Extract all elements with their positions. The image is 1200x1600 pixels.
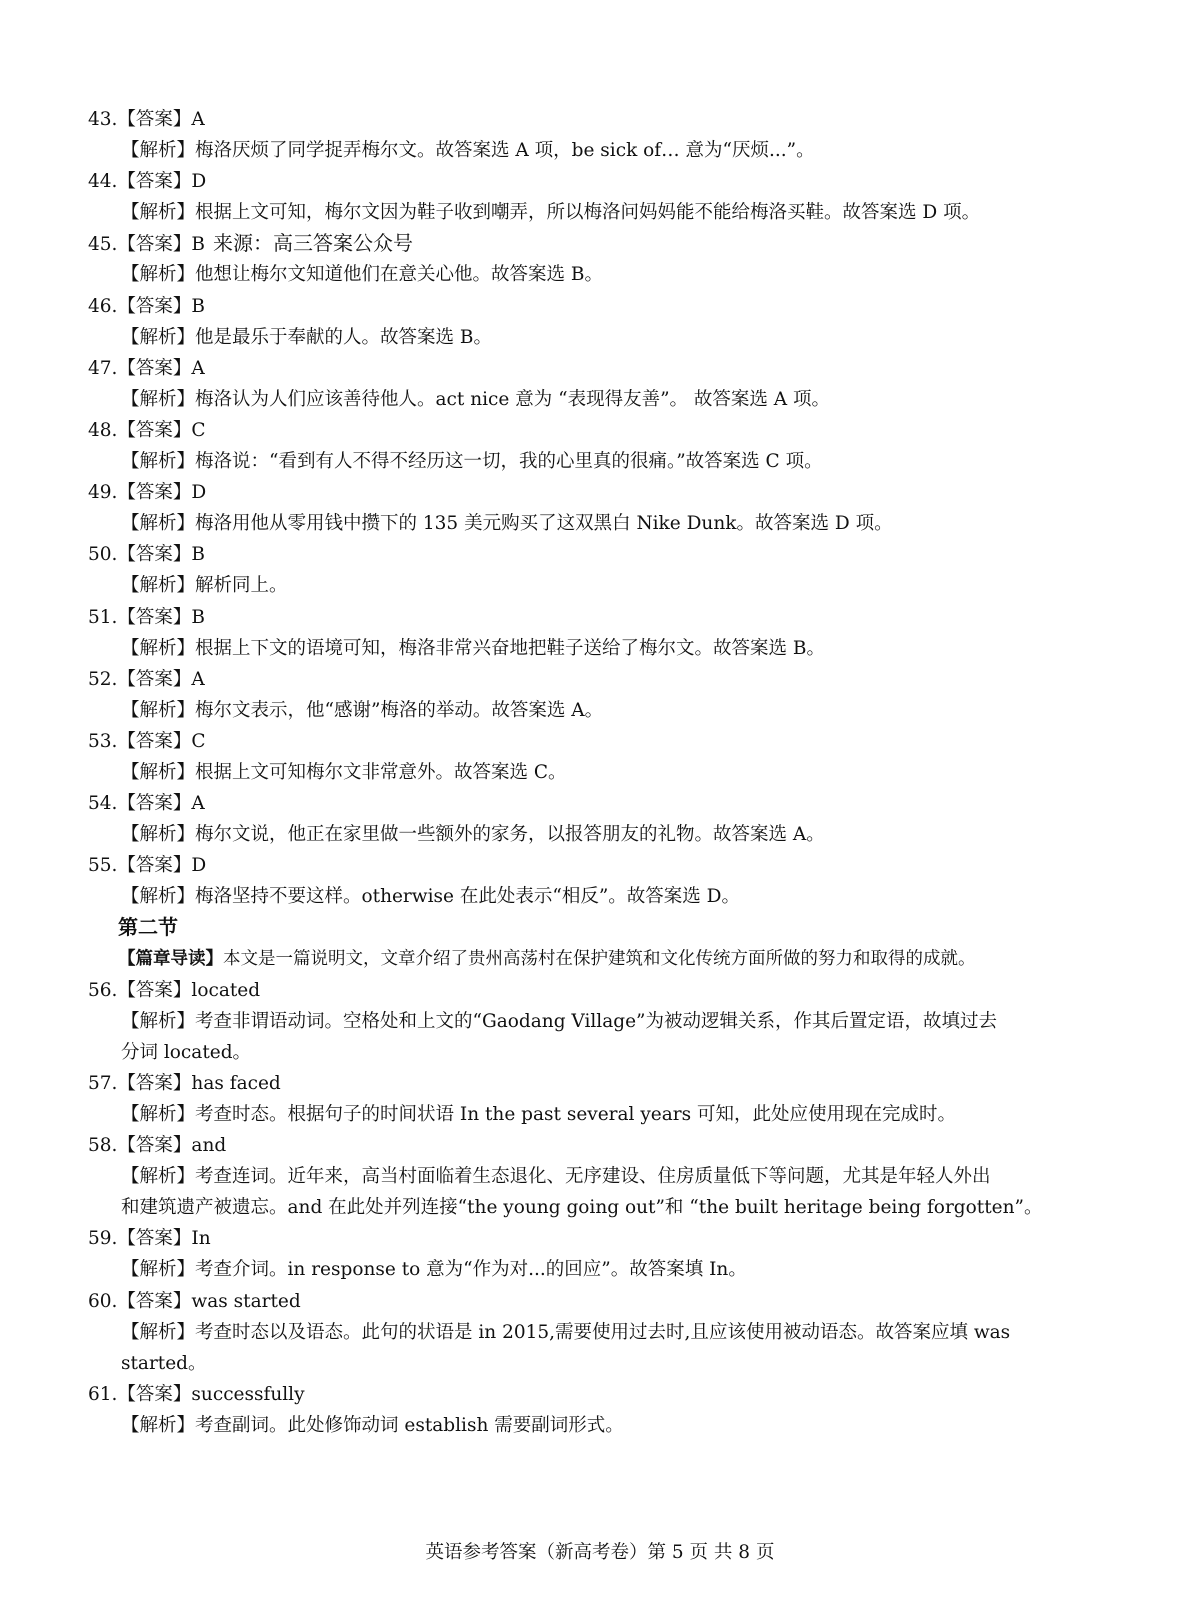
explanation-60-line1: 【解析】考查时态以及语态。此句的状语是 in 2015,需要使用过去时,且应该使用被动语态。故答案应填 was xyxy=(121,1321,1011,1343)
answer-52: 52.【答案】A xyxy=(88,668,205,690)
page-footer: 英语参考答案（新高考卷）第 5 页 共 8 页 xyxy=(425,1542,775,1563)
intro-text: 本文是一篇说明文，文章介绍了贵州高荡村在保护建筑和文化传统方面所做的努力和取得的成就。 xyxy=(223,948,976,969)
explanation-56-line2: 分词 located。 xyxy=(121,1041,252,1063)
answer-49: 49.【答案】D xyxy=(88,482,207,504)
answer-45: 45.【答案】B xyxy=(88,234,206,256)
answer-58: 58.【答案】and xyxy=(88,1135,227,1157)
answer-59: 59.【答案】In xyxy=(88,1228,211,1250)
answer-56: 56.【答案】located xyxy=(88,979,261,1001)
explanation-52: 【解析】梅尔文表示，他“感谢”梅洛的举动。故答案选 A。 xyxy=(121,699,604,721)
explanation-56-line1: 【解析】考查非谓语动词。空格处和上文的“Gaodang Village”为被动逻辑关系，作其后置定语，故填过去 xyxy=(121,1010,997,1032)
explanation-44: 【解析】根据上文可知，梅尔文因为鞋子收到嘲弄，所以梅洛问妈妈能不能给梅洛买鞋。故答案选 D 项。 xyxy=(121,202,981,224)
explanation-57: 【解析】考查时态。根据句子的时间状语 In the past several years 可知，此处应使用现在完成时。 xyxy=(121,1104,957,1125)
answer-61: 61.【答案】successfully xyxy=(88,1383,305,1405)
explanation-49: 【解析】梅洛用他从零用钱中攒下的 135 美元购买了这双黑白 Nike Dunk。故答案选 D 项。 xyxy=(121,513,893,535)
answer-48: 48.【答案】C xyxy=(88,419,206,441)
explanation-45: 【解析】他想让梅尔文知道他们在意关心他。故答案选 B。 xyxy=(121,264,603,286)
answer-60: 60.【答案】was started xyxy=(88,1290,301,1312)
explanation-48: 【解析】梅洛说：“看到有人不得不经历这一切，我的心里真的很痛。”故答案选 C 项。 xyxy=(121,451,823,473)
answer-54: 54.【答案】A xyxy=(88,793,205,815)
explanation-58-line1: 【解析】考查连词。近年来，高当村面临着生态退化、无序建设、住房质量低下等问题，尤其是年轻人外出 xyxy=(121,1166,991,1188)
answer-55: 55.【答案】D xyxy=(88,855,207,877)
answer-51: 51.【答案】B xyxy=(88,606,206,628)
explanation-60-line2: started。 xyxy=(121,1352,207,1374)
explanation-58-line2: 和建筑遗产被遗忘。and 在此处并列连接“the young going out”和 “the built heritage being forgotten”。 xyxy=(121,1197,1043,1219)
explanation-51: 【解析】根据上下文的语境可知，梅洛非常兴奋地把鞋子送给了梅尔文。故答案选 B。 xyxy=(121,637,825,659)
explanation-59: 【解析】考查介词。in response to 意为“作为对...的回应”。故答案填 In。 xyxy=(121,1259,747,1281)
answer-44: 44.【答案】D xyxy=(88,171,207,193)
answer-46: 46.【答案】B xyxy=(88,295,206,317)
explanation-47: 【解析】梅洛认为人们应该善待他人。act nice 意为 “表现得友善”。 故答案选 A 项。 xyxy=(121,388,831,410)
section-title: 第二节 xyxy=(118,915,178,940)
intro-label: 【篇章导读】 xyxy=(118,948,223,969)
answer-50: 50.【答案】B xyxy=(88,544,206,566)
explanation-55: 【解析】梅洛坚持不要这样。otherwise 在此处表示“相反”。故答案选 D。 xyxy=(121,886,740,908)
answer-45-row xyxy=(88,228,1100,259)
explanation-53: 【解析】根据上文可知梅尔文非常意外。故答案选 C。 xyxy=(121,761,567,783)
answer-53: 53.【答案】C xyxy=(88,730,206,752)
explanation-61: 【解析】考查副词。此处修饰动词 establish 需要副词形式。 xyxy=(121,1414,624,1436)
explanation-46: 【解析】他是最乐于奉献的人。故答案选 B。 xyxy=(121,326,492,348)
explanation-43: 【解析】梅洛厌烦了同学捉弄梅尔文。故答案选 A 项，be sick of… 意为“厌烦...”。 xyxy=(121,140,815,162)
answer-43: 43.【答案】A xyxy=(88,109,205,130)
answer-47: 47.【答案】A xyxy=(88,357,205,379)
explanation-54: 【解析】梅尔文说，他正在家里做一些额外的家务，以报答朋友的礼物。故答案选 A。 xyxy=(121,824,825,846)
source-note: 来源：高三答案公众号 xyxy=(213,231,414,256)
explanation-50: 【解析】解析同上。 xyxy=(121,575,288,597)
answer-57: 57.【答案】has faced xyxy=(88,1072,281,1094)
passage-intro xyxy=(88,944,1100,975)
